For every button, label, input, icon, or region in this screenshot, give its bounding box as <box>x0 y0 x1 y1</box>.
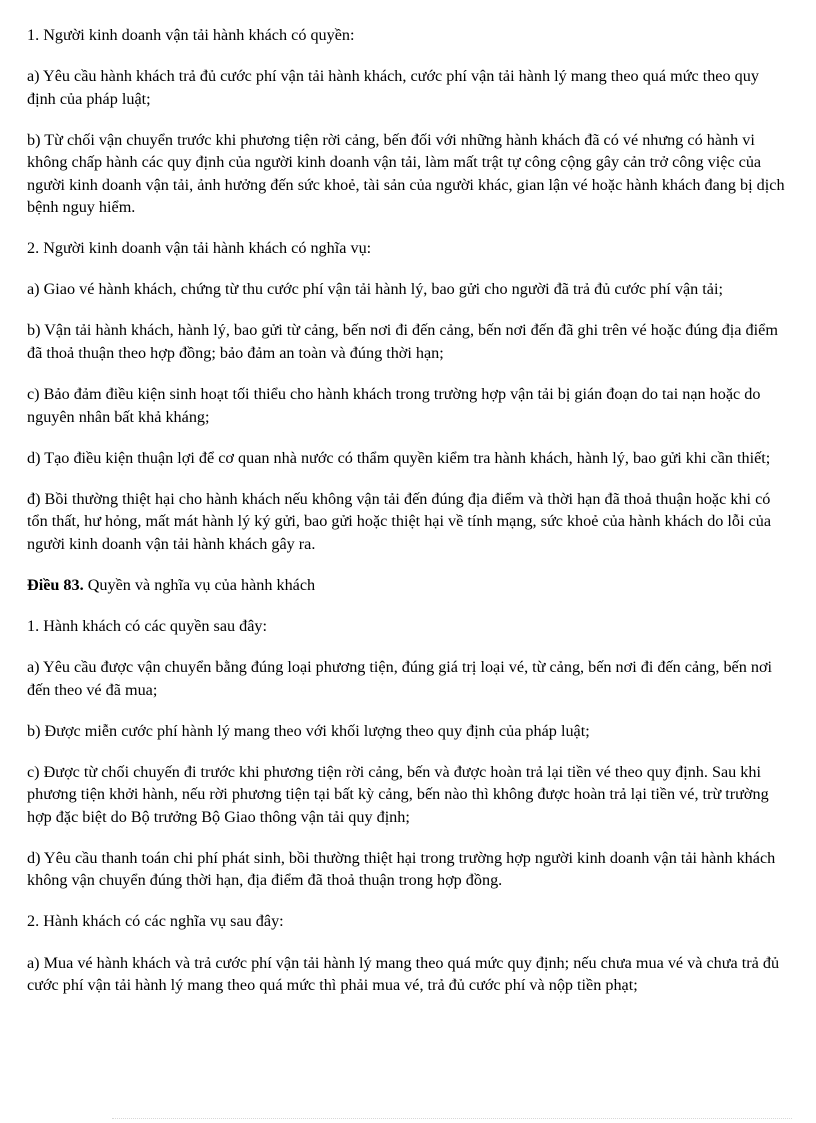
clause-2b: b) Vận tải hành khách, hành lý, bao gửi từ cảng, bến nơi đi đến cảng, bến nơi đến đã ghi trên vé hoặc đúng địa điểm đã thoả thuận theo hợp đồng; bảo đảm an toàn và đúng thời hạn; <box>27 321 778 362</box>
passenger-clause-2a: a) Mua vé hành khách và trả cước phí vận tải hành lý mang theo quá mức quy định; nếu chưa mua vé và chưa trả đủ cước phí vận tải hành lý mang theo quá mức thì phải mua vé, trả đủ cước phí và nộp tiền phạt; <box>27 953 780 994</box>
article-number: Điều 83. <box>27 575 84 594</box>
passenger-clause-1c: c) Được từ chối chuyến đi trước khi phương tiện rời cảng, bến và được hoàn trả lại tiền vé theo quy định. Sau khi phương tiện khởi hành, nếu rời phương tiện tại bất kỳ cảng, bến nào thì không được hoàn trả lại tiền vé, trừ trường hợp đặc biệt do Bộ trưởng Bộ Giao thông vận tải quy định; <box>27 762 769 826</box>
clause-2d: d) Tạo điều kiện thuận lợi để cơ quan nhà nước có thẩm quyền kiểm tra hành khách, hành lý, bao gửi khi cần thiết; <box>27 448 771 467</box>
page-bottom-divider <box>112 1118 792 1119</box>
clause-2a: a) Giao vé hành khách, chứng từ thu cước phí vận tải hành lý, bao gửi cho người đã trả đủ cước phí vận tải; <box>27 280 723 299</box>
clause-2-passenger-obligations: 2. Hành khách có các nghĩa vụ sau đây: <box>27 912 284 931</box>
clause-1-passenger-rights: 1. Hành khách có các quyền sau đây: <box>27 616 268 635</box>
clause-2-carrier-obligations: 2. Người kinh doanh vận tải hành khách có nghĩa vụ: <box>27 239 372 258</box>
clause-1a: a) Yêu cầu hành khách trả đủ cước phí vận tải hành khách, cước phí vận tải hành lý mang theo quá mức theo quy định của pháp luật; <box>27 67 759 108</box>
document-body <box>27 24 789 1015</box>
passenger-clause-1a: a) Yêu cầu được vận chuyển bằng đúng loại phương tiện, đúng giá trị loại vé, từ cảng, bến nơi đi đến cảng, bến nơi đến theo vé đã mua; <box>27 658 773 699</box>
article-83-heading <box>27 574 789 597</box>
article-title: Quyền và nghĩa vụ của hành khách <box>83 575 316 594</box>
clause-2c: c) Bảo đảm điều kiện sinh hoạt tối thiểu cho hành khách trong trường hợp vận tải bị gián đoạn do tai nạn hoặc do nguyên nhân bất khả kháng; <box>27 385 761 426</box>
clause-1b: b) Từ chối vận chuyển trước khi phương tiện rời cảng, bến đối với những hành khách đã có vé nhưng có hành vi không chấp hành các quy định của người kinh doanh vận tải, làm mất trật tự công cộng gây cản trở công việc của người kinh doanh vận tải, ảnh hưởng đến sức khoẻ, tài sản của người khác, gian lận vé hoặc hành khách đang bị dịch bệnh nguy hiểm. <box>27 130 785 217</box>
clause-1-carrier-rights: 1. Người kinh doanh vận tải hành khách có quyền: <box>27 26 355 44</box>
passenger-clause-1d: d) Yêu cầu thanh toán chi phí phát sinh, bồi thường thiệt hại trong trường hợp người kinh doanh vận tải hành khách không vận chuyển đúng thời hạn, địa điểm đã thoả thuận trong hợp đồng. <box>27 848 776 890</box>
clause-2dd: đ) Bồi thường thiệt hại cho hành khách nếu không vận tải đến đúng địa điểm và thời hạn đã thoả thuận hoặc khi có tổn thất, hư hỏng, mất mát hành lý ký gửi, bao gửi hoặc thiệt hại về tính mạng, sức khoẻ của hành khách do lỗi của người kinh doanh vận tải hành khách gây ra. <box>27 489 772 553</box>
passenger-clause-1b: b) Được miễn cước phí hành lý mang theo với khối lượng theo quy định của pháp luật; <box>27 721 590 740</box>
